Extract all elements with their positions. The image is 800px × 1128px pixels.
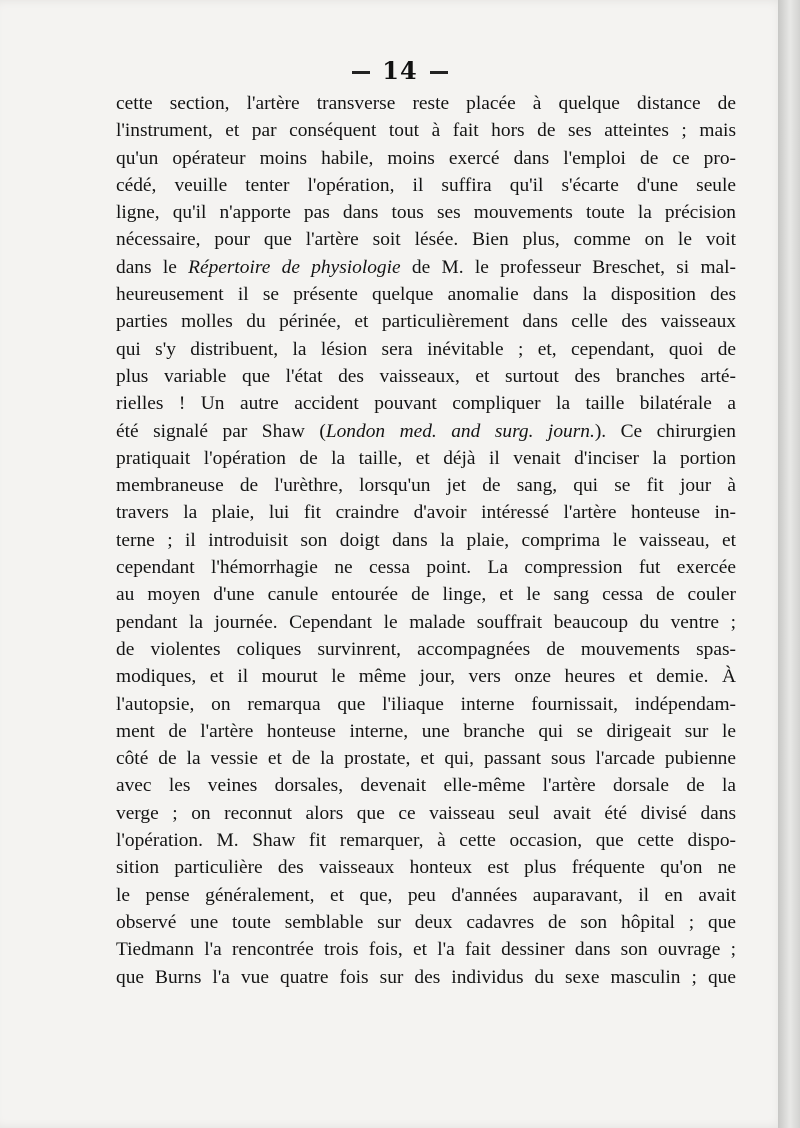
page-edge xyxy=(778,0,800,1128)
text-line: heureusement il se présente quelque anomalie dans la disposition des xyxy=(116,284,736,306)
text-line: l'instrument, et par conséquent tout à fait hors de ses atteintes ; mais xyxy=(116,120,736,142)
text-line: pendant la journée. Cependant le malade souffrait beaucoup du ventre ; xyxy=(116,611,736,633)
text-line: cédé, veuille tenter l'opération, il suffira qu'il s'écarte d'une seule xyxy=(116,174,736,196)
text-line: verge ; on reconnut alors que ce vaisseau seul avait été divisé dans xyxy=(116,802,736,824)
text-line: au moyen d'une canule entourée de linge, et le sang cessa de couler xyxy=(116,584,736,606)
page-number-text: 14 xyxy=(382,56,418,85)
italic-title: Répertoire de physiologie xyxy=(188,256,401,278)
text-line: pratiquait l'opération de la taille, et déjà il venait d'inciser la portion xyxy=(116,447,736,469)
text-line: dans le Répertoire de physiologie de M. le professeur Breschet, si mal- xyxy=(116,256,736,278)
text-line: terne ; il introduisit son doigt dans la plaie, comprima le vaisseau, et xyxy=(116,529,736,551)
page-number xyxy=(0,56,800,85)
text-line: ment de l'artère honteuse interne, une branche qui se dirigeait sur le xyxy=(116,720,736,742)
italic-title: London med. and surg. journ. xyxy=(325,420,595,442)
text-line: cette section, l'artère transverse reste placée à quelque distance de xyxy=(116,93,736,114)
text-line: l'autopsie, on remarqua que l'iliaque interne fournissait, indépendam- xyxy=(116,693,736,715)
text-line: modiques, et il mourut le même jour, vers onze heures et demie. À xyxy=(116,666,736,688)
text-line: l'opération. M. Shaw fit remarquer, à cette occasion, que cette dispo- xyxy=(116,830,736,852)
text-line: membraneuse de l'urèthre, lorsqu'un jet de sang, qui se fit jour à xyxy=(116,475,736,497)
text-line: qu'un opérateur moins habile, moins exercé dans l'emploi de ce pro- xyxy=(116,147,736,169)
text-line: qui s'y distribuent, la lésion sera inévitable ; et, cependant, quoi de xyxy=(116,338,736,360)
text-line: avec les veines dorsales, devenait elle-même l'artère dorsale de la xyxy=(116,775,736,797)
text-line: Tiedmann l'a rencontrée trois fois, et l'a fait dessiner dans son ouvrage ; xyxy=(116,939,736,961)
text-line: de violentes coliques survinrent, accompagnées de mouvements spas- xyxy=(116,638,736,660)
text-line: sition particulière des vaisseaux honteux est plus fréquente qu'on ne xyxy=(116,857,736,879)
text-line: le pense généralement, et que, peu d'années auparavant, il en avait xyxy=(116,884,736,906)
text-line: que Burns l'a vue quatre fois sur des individus du sexe masculin ; que xyxy=(116,966,736,988)
text-line: cependant l'hémorrhagie ne cessa point. La compression fut exercée xyxy=(116,557,736,579)
text-line: été signalé par Shaw (London med. and surg. journ.). Ce chirurgien xyxy=(116,420,736,442)
folio-dash-right xyxy=(430,71,448,74)
text-line: parties molles du périnée, et particulièrement dans celle des vaisseaux xyxy=(116,311,736,333)
text-line: observé une toute semblable sur deux cadavres de son hôpital ; que xyxy=(116,911,736,933)
text-line: plus variable que l'état des vaisseaux, et surtout des branches arté- xyxy=(116,365,736,387)
text-line: ligne, qu'il n'apporte pas dans tous ses mouvements toute la précision xyxy=(116,202,736,224)
body-text xyxy=(116,90,736,991)
text-line: rielles ! Un autre accident pouvant compliquer la taille bilatérale a xyxy=(116,393,736,415)
text-line: nécessaire, pour que l'artère soit lésée. Bien plus, comme on le voit xyxy=(116,229,736,251)
text-line: côté de la vessie et de la prostate, et qui, passant sous l'arcade pubienne xyxy=(116,748,736,770)
text-line: travers la plaie, lui fit craindre d'avoir intéressé l'artère honteuse in- xyxy=(116,502,736,524)
folio-dash-left xyxy=(352,71,370,74)
